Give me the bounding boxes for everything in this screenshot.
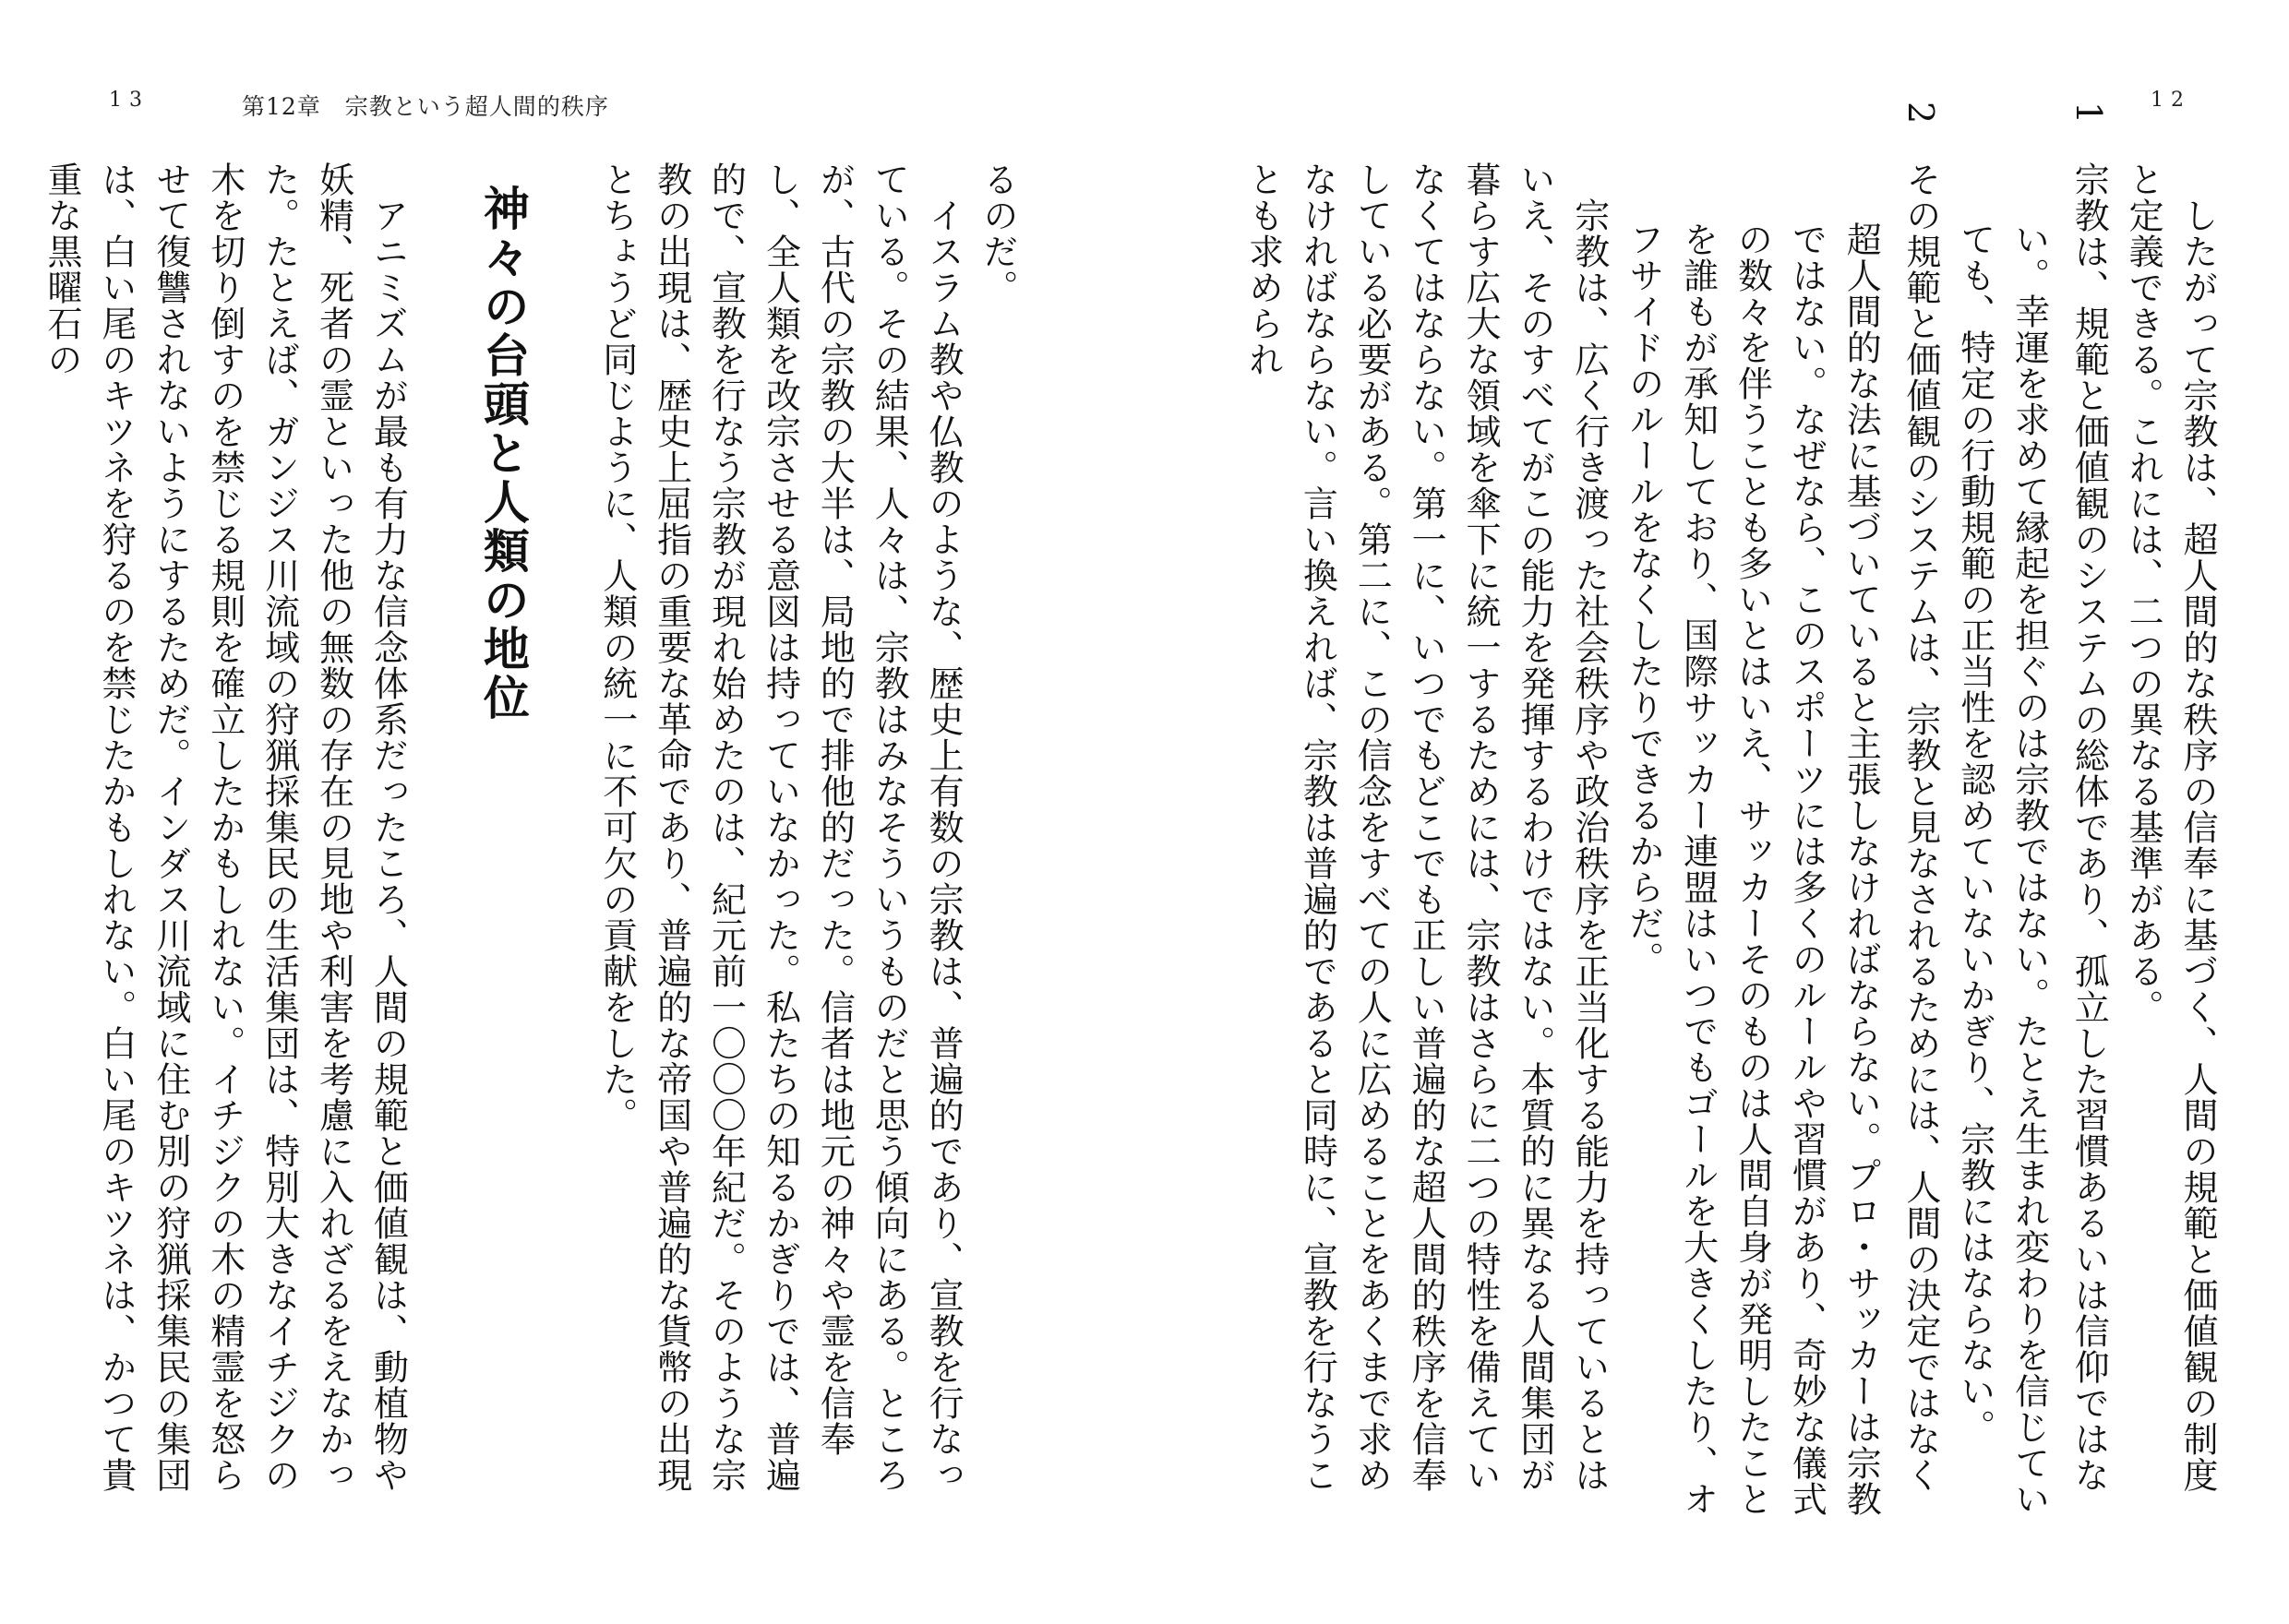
missionary-paragraph: イスラム教や仏教のような、歴史上有数の宗教は、普遍的であり、宣教を行なっている。その結果、人々は、宗教はみなそういうものだと思う傾向にある。ところが、古代の宗教の大半は、局地的で排他的だった。信者は地元の神々や霊を信奉し、全人類を改宗させる意図は持っていなかった。私たちの知るかぎりでは、普遍的で、宣教を行なう宗教が現れ始めたのは、紀元前一〇〇〇年紀だ。そのような宗教の出現は、歴史上屈指の重要な革命であり、普遍的な帝国や普遍的な貨幣の出現とちょうど同じように、人類の統一に不可欠の貢献をした。: [596, 161, 965, 1493]
header-left-page-number: 13: [109, 89, 150, 112]
intro-paragraph: したがって宗教は、超人間的な秩序の信奉に基づく、人間の規範と価値観の制度と定義できる。これには、二つの異なる基準がある。: [2123, 161, 2218, 1493]
header-right-page-number: 12: [2151, 89, 2191, 112]
list-item-2: 2その規範と価値観のシステムは、宗教と見なされるためには、人間の決定ではなく超人間的な法に基づいていると主張しなければならない。プロ・サッカーは宗教ではない。なぜなら、このスポーツには多くのルールや習慣があり、奇妙な儀式の数々を伴うことも多いとはいえ、サッカーそのものは人間自身が発明したことを誰もが承知しており、国際サッカー連盟はいつでもゴールを大きくしたり、オフサイドのルールをなくしたりできるからだ。: [1623, 102, 1941, 1517]
animism-paragraph: アニミズムが最も有力な信念体系だったころ、人間の規範と価値観は、動植物や妖精、死者の霊といった他の無数の存在の見地や利害を考慮に入れざるをえなかった。たとえば、ガンジス川流域の狩猟採集民の生活集団は、特別大きなイチジクの木を切り倒すのを禁じる規則を確立したかもしれない。イチジクの木の精霊を怒らせて復讐されないようにするためだ。インダス川流域に住む別の狩猟採集民の集団は、白い尾のキツネを狩るのを禁じたかもしれない。白い尾のキツネは、かつて貴重な黒曜石の: [42, 161, 409, 1493]
list-item-1: 1宗教は、規範と価値観のシステムの総体であり、孤立した習慣あるいは信仰ではない。幸運を求めて縁起を担ぐのは宗教ではない。たとえ生まれ変わりを信じていても、特定の行動規範の正当性を認めていないかぎり、宗教にはならない。: [1954, 102, 2110, 1517]
continuation-text: るのだ。: [977, 161, 1018, 305]
list-item-2-text: その規範と価値観のシステムは、宗教と見なされるためには、人間の決定ではなく超人間的な法に基づいていると主張しなければならない。プロ・サッカーは宗教ではない。なぜなら、このスポーツには多くのルールや習慣があり、奇妙な儀式の数々を伴うことも多いとはいえ、サッカーそのものは人間自身が発明したことを誰もが承知しており、国際サッカー連盟はいつでもゴールを大きくしたり、オフサイドのルールをなくしたりできるからだ。: [1623, 161, 1941, 1517]
universal-religion-paragraph: 宗教は、広く行き渡った社会秩序や政治秩序を正当化する能力を持っているとはいえ、そのすべてがこの能力を発揮するわけではない。本質的に異なる人間集団が暮らす広大な領域を傘下に統一するためには、宗教はさらに二つの特性を備えていなくてはならない。第一に、いつでもどこでも正しい普遍的な超人間的秩序を信奉している必要がある。第二に、この信念をすべての人に広めることをあくまで求めなければならない。言い換えれば、宗教は普遍的であると同時に、宣教を行なうことも求められ: [1242, 161, 1610, 1493]
list-item-1-text: 宗教は、規範と価値観のシステムの総体であり、孤立した習慣あるいは信仰ではない。幸運を求めて縁起を担ぐのは宗教ではない。たとえ生まれ変わりを信じていても、特定の行動規範の正当性を認めていないかぎり、宗教にはならない。: [1954, 161, 2110, 1517]
left-page-body: [42, 161, 1025, 1518]
right-page-body: [1242, 102, 2224, 1518]
section-heading: 神々の台頭と人類の地位: [475, 185, 530, 722]
header-chapter-title: 第12章 宗教という超人間的秩序: [242, 93, 609, 120]
